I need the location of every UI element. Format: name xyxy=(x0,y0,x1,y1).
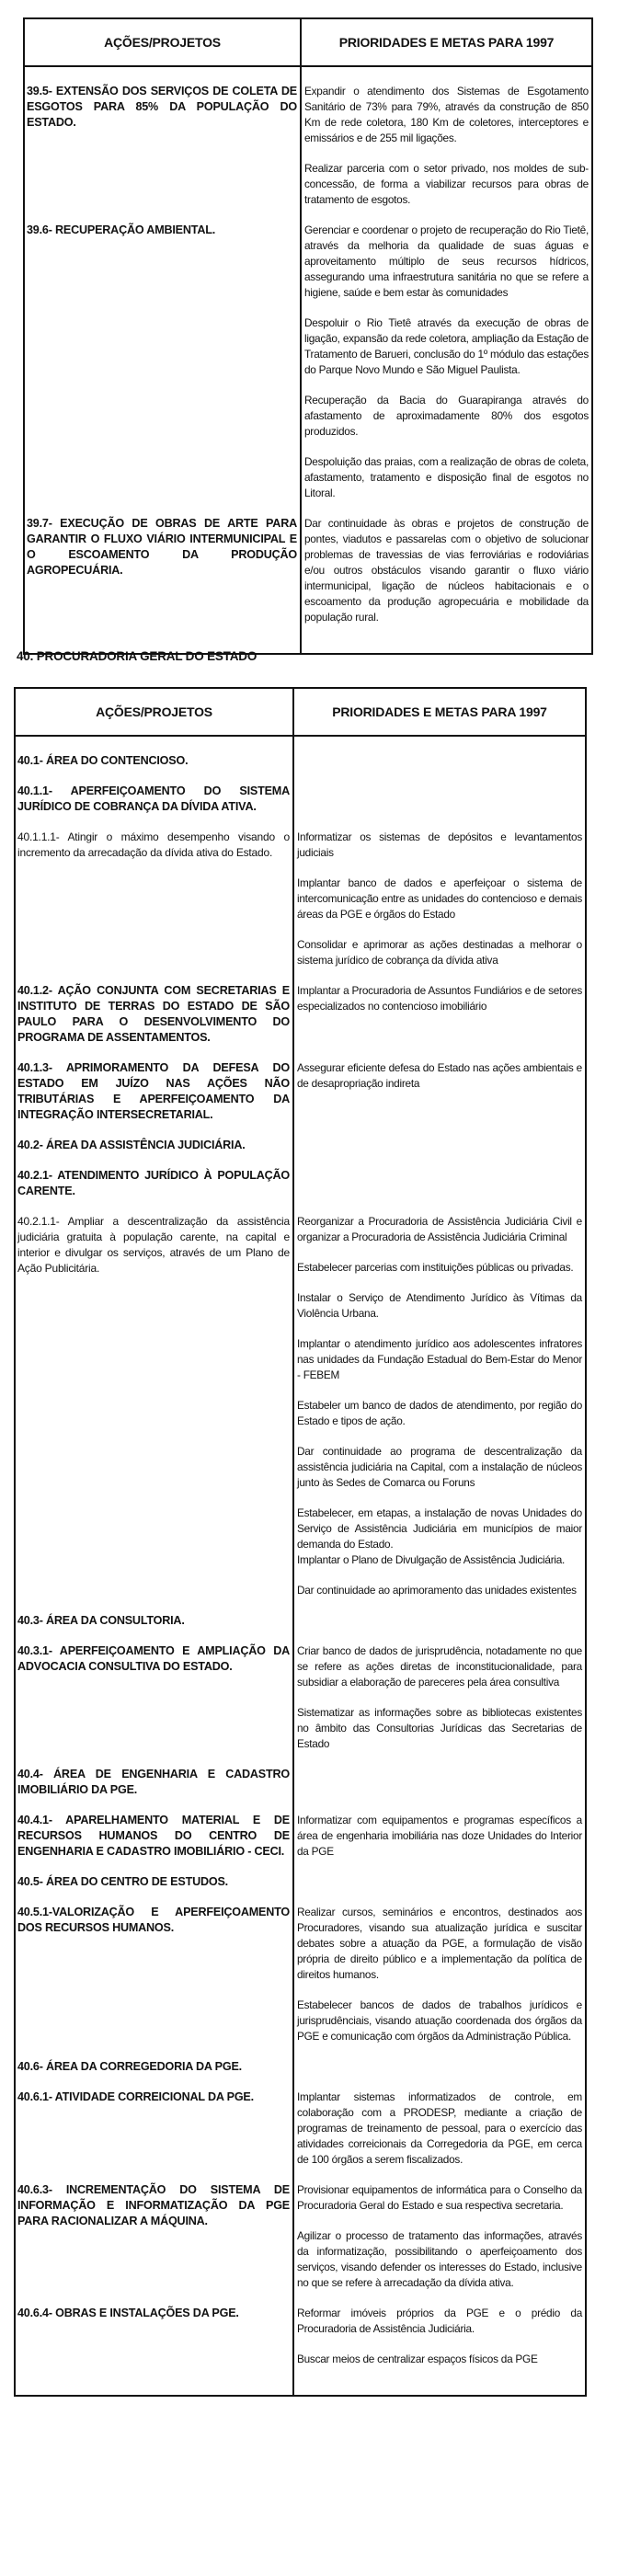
priority-cell xyxy=(292,1643,585,1767)
action-heading: 39.7- EXECUÇÃO DE OBRAS DE ARTE PARA GARANTIR O FLUXO VIÁRIO INTERMUNICIPAL E O ESCOAMENTO DA PRODUÇÃO AGROPECUÁRIA. xyxy=(27,517,297,577)
priority-cell xyxy=(292,1138,585,1214)
priority-cell xyxy=(292,830,585,983)
header-priorities-goals: PRIORIDADES E METAS PARA 1997 xyxy=(300,19,591,65)
priority-goal: Despoluição das praias, com a realização de obras de coleta, afastamento, tratamento e disposição final de esgotos no Litoral. xyxy=(304,455,589,499)
priority-cell xyxy=(292,983,585,1060)
priority-cell xyxy=(292,1813,585,1874)
action-cell xyxy=(25,516,300,640)
action-heading: 40.1- ÁREA DO CONTENCIOSO. xyxy=(17,754,189,767)
priority-cell xyxy=(292,1214,585,1613)
action-heading: 40.6.4- OBRAS E INSTALAÇÕES DA PGE. xyxy=(17,2307,239,2319)
priority-goal: Reorganizar a Procuradoria de Assistência Judiciária Civil e organizar a Procuradoria de Assistência Judiciária Criminal xyxy=(297,1215,582,1243)
table-row xyxy=(16,1643,585,1767)
action-cell xyxy=(25,67,300,223)
action-cell xyxy=(16,1905,292,2059)
action-cell xyxy=(16,1214,292,1613)
priority-goal: Informatizar os sistemas de depósitos e levantamentos judiciais xyxy=(297,830,582,859)
priority-goal: Implantar a Procuradoria de Assuntos Fundiários e de setores especializados no contencioso imobiliário xyxy=(297,984,582,1013)
priority-goal: Implantar sistemas informatizados de controle, em colaboração com a PRODESP, mediante a criação de programas de treinamento de pessoal, para o exercício das atividades correicionais da Corregedoria da PGE, em cerca de 100 órgãos a serem fiscalizados. xyxy=(297,2090,582,2166)
action-heading: 40.2- ÁREA DA ASSISTÊNCIA JUDICIÁRIA. xyxy=(17,1139,246,1151)
priority-cell xyxy=(292,2182,585,2306)
action-heading: 40.4.1- APARELHAMENTO MATERIAL E DE RECURSOS HUMANOS DO CENTRO DE ENGENHARIA E CADASTRO IMOBILIÁRIO - CECI. xyxy=(17,1814,290,1858)
table-row xyxy=(16,2059,585,2089)
action-heading: 40.2.1- ATENDIMENTO JURÍDICO À POPULAÇÃO CARENTE. xyxy=(17,1169,290,1197)
table-row xyxy=(25,67,591,223)
priority-goal: Buscar meios de centralizar espaços físicos da PGE xyxy=(297,2353,538,2365)
priority-goal: Criar banco de dados de jurisprudência, notadamente no que se refere as ações diretas de inconstitucionalidade, para subsidiar a elaboração de pareceres pela área consultiva xyxy=(297,1644,582,1689)
table-row xyxy=(16,2306,585,2382)
priority-goal: Realizar cursos, seminários e encontros, destinados aos Procuradores, visando sua atualização jurídica e suscitar debates sobre a atuação da PGE, a formulação de visão própria de direito público e a implementação da política de direitos humanos. xyxy=(297,1906,582,1981)
action-heading: 39.6- RECUPERAÇÃO AMBIENTAL. xyxy=(27,223,216,236)
action-cell xyxy=(16,1813,292,1874)
priority-cell xyxy=(292,1767,585,1813)
priority-goal: Gerenciar e coordenar o projeto de recuperação do Rio Tietê, através da melhoria da qualidade de suas águas e aproveitamento múltiplo de seus recursos hídricos, assegurando uma infraestrutura sanitária no que se refere a higiene, saúde e bem estar às comunidades xyxy=(304,223,589,299)
actions-table-39 xyxy=(23,17,593,655)
action-cell xyxy=(16,737,292,830)
header-priorities-goals: PRIORIDADES E METAS PARA 1997 xyxy=(292,689,585,735)
priority-cell xyxy=(300,516,591,640)
action-description: 40.2.1.1- Ampliar a descentralização da assistência judiciária gratuita à população carente, na capital e interior e divulgar os serviços, através de um Plano de Ação Publicitária. xyxy=(17,1215,290,1275)
action-cell xyxy=(16,2059,292,2089)
priority-cell xyxy=(292,1060,585,1138)
table-row xyxy=(16,1613,585,1643)
priority-cell xyxy=(292,1874,585,1905)
table-header xyxy=(16,689,585,737)
section-title: 40. PROCURADORIA GERAL DO ESTADO xyxy=(17,649,258,663)
priority-goal: Dar continuidade ao programa de descentralização da assistência judiciária na Capital, com a instalação de núcleos junto às Sedes de Comarca ou Foruns xyxy=(297,1445,582,1489)
spacer xyxy=(300,640,591,653)
priority-goal: Estabelecer parcerias com instituições públicas ou privadas. xyxy=(297,1261,574,1274)
action-heading: 40.4- ÁREA DE ENGENHARIA E CADASTRO IMOBILIÁRIO DA PGE. xyxy=(17,1768,290,1796)
action-cell xyxy=(16,1138,292,1214)
action-cell xyxy=(16,1613,292,1643)
action-cell xyxy=(16,1060,292,1138)
priority-cell xyxy=(292,2059,585,2089)
action-cell xyxy=(16,830,292,983)
priority-cell xyxy=(300,223,591,516)
spacer xyxy=(292,2382,585,2395)
priority-cell xyxy=(292,2306,585,2382)
action-cell xyxy=(16,983,292,1060)
priority-cell xyxy=(292,2089,585,2182)
table-row xyxy=(16,2089,585,2182)
action-heading: 40.6.3- INCREMENTAÇÃO DO SISTEMA DE INFORMAÇÃO E INFORMATIZAÇÃO DA PGE PARA RACIONALIZAR A MÁQUINA. xyxy=(17,2183,290,2227)
action-heading: 40.6- ÁREA DA CORREGEDORIA DA PGE. xyxy=(17,2060,242,2073)
priority-goal: Expandir o atendimento dos Sistemas de Esgotamento Sanitário de 73% para 79%, através da construção de 850 Km de rede coletora, 180 Km de coletores, interceptores e emissários e de 255 mil ligações. xyxy=(304,85,589,144)
action-cell xyxy=(16,2182,292,2306)
table-row xyxy=(16,830,585,983)
table-row xyxy=(16,1214,585,1613)
action-heading: 40.3.1- APERFEIÇOAMENTO E AMPLIAÇÃO DA ADVOCACIA CONSULTIVA DO ESTADO. xyxy=(17,1644,290,1673)
priority-cell xyxy=(300,67,591,223)
action-cell xyxy=(16,1767,292,1813)
action-heading: 40.1.3- APRIMORAMENTO DA DEFESA DO ESTADO EM JUÍZO NAS AÇÕES NÃO TRIBUTÁRIAS E APERFEIÇOAMENTO DA INTEGRAÇÃO INTERSECRETARIAL. xyxy=(17,1061,290,1121)
priority-goal: Estabelecer, em etapas, a instalação de novas Unidades do Serviço de Assistência Judiciária em municípios de maior demanda do Estado. xyxy=(297,1506,582,1551)
action-cell xyxy=(16,2306,292,2382)
priority-goal: Implantar o atendimento jurídico aos adolescentes infratores nas unidades da Fundação Estadual do Bem-Estar do Menor - FEBEM xyxy=(297,1337,582,1381)
action-heading: 40.1.2- AÇÃO CONJUNTA COM SECRETARIAS E INSTITUTO DE TERRAS DO ESTADO DE SÃO PAULO PARA O DESENVOLVIMENTO DO PROGRAMA DE ASSENTAMENTOS. xyxy=(17,984,290,1044)
table-header xyxy=(25,19,591,67)
table-row xyxy=(16,1767,585,1813)
table-row xyxy=(16,1905,585,2059)
spacer xyxy=(16,2382,292,2395)
priority-goal: Estabelecer bancos de dados de trabalhos jurídicos e jurisprudênciais, visando atuação coordenada dos órgãos da PGE e comunicação com órgãos da Administração Pública. xyxy=(297,1998,582,2043)
action-heading: 40.5- ÁREA DO CENTRO DE ESTUDOS. xyxy=(17,1875,228,1888)
priority-goal: Dar continuidade ao aprimoramento das unidades existentes xyxy=(297,1584,577,1597)
priority-goal: Sistematizar as informações sobre as bibliotecas existentes no âmbito das Consultorias Jurídicas das Secretarias de Estado xyxy=(297,1706,582,1750)
table-row xyxy=(16,1813,585,1874)
table-row xyxy=(25,516,591,640)
header-actions-projects: AÇÕES/PROJETOS xyxy=(104,35,221,50)
action-description: 40.1.1.1- Atingir o máximo desempenho visando o incremento da arrecadação da dívida ativa do Estado. xyxy=(17,830,290,859)
table-bottom-padding xyxy=(16,2382,585,2395)
priority-goal: Implantar o Plano de Divulgação de Assistência Judiciária. xyxy=(297,1553,566,1566)
priority-goal: Reformar imóveis próprios da PGE e o prédio da Procuradoria de Assistência Judiciária. xyxy=(297,2307,582,2335)
table-row xyxy=(16,1874,585,1905)
priority-goal: Assegurar eficiente defesa do Estado nas ações ambientais e de desapropriação indireta xyxy=(297,1061,582,1090)
priority-cell xyxy=(292,1613,585,1643)
header-actions-projects: AÇÕES/PROJETOS xyxy=(96,704,212,719)
table-row xyxy=(16,1060,585,1138)
action-cell xyxy=(16,2089,292,2182)
table-row xyxy=(16,2182,585,2306)
priority-goal: Recuperação da Bacia do Guarapiranga através do afastamento de aproximadamente 80% dos esgotos produzidos. xyxy=(304,394,589,438)
priority-goal: Instalar o Serviço de Atendimento Jurídico às Vítimas da Violência Urbana. xyxy=(297,1291,582,1320)
priority-cell xyxy=(292,737,585,830)
actions-table-40 xyxy=(14,687,587,2397)
priority-goal: Agilizar o processo de tratamento das informações, através da informatização, possibilitando o aperfeiçoamento dos serviços, visando defender os interesses do Estado, inclusive no que se refere à arrecadação da dívida ativa. xyxy=(297,2229,582,2289)
table-row xyxy=(16,737,585,830)
action-heading: 40.6.1- ATIVIDADE CORREICIONAL DA PGE. xyxy=(17,2090,254,2103)
priority-goal: Implantar banco de dados e aperfeiçoar o sistema de intercomunicação entre as unidades do contencioso e demais áreas da PGE e órgãos do Estado xyxy=(297,876,582,921)
priority-goal: Dar continuidade às obras e projetos de construção de pontes, viadutos e passarelas com o objetivo de solucionar problemas de travessias de vias ferroviárias e rodoviárias e/ou outros obstáculos visando garantir o fluxo viário intermunicipal, ligação de núcleos habitacionais e o escoamento da produção agropecuária e mobilidade da população rural. xyxy=(304,517,589,624)
action-cell xyxy=(25,223,300,516)
action-cell xyxy=(16,1643,292,1767)
priority-goal: Despoluir o Rio Tietê através da execução de obras de ligação, expansão da rede coletora, ampliação da Estação de Tratamento de Barueri, conclusão do 1º módulo das estações do Parque Novo Mundo e São Miguel Paulista. xyxy=(304,316,589,376)
table-row xyxy=(25,223,591,516)
priority-goal: Provisionar equipamentos de informática para o Conselho da Procuradoria Geral do Estado e sua respectiva secretaria. xyxy=(297,2183,582,2212)
priority-goal: Consolidar e aprimorar as ações destinadas a melhorar o sistema jurídico de cobrança da dívida ativa xyxy=(297,938,582,967)
action-heading: 39.5- EXTENSÃO DOS SERVIÇOS DE COLETA DE ESGOTOS PARA 85% DA POPULAÇÃO DO ESTADO. xyxy=(27,85,297,129)
action-heading: 40.1.1- APERFEIÇOAMENTO DO SISTEMA JURÍDICO DE COBRANÇA DA DÍVIDA ATIVA. xyxy=(17,784,290,813)
priority-goal: Informatizar com equipamentos e programas específicos a área de engenharia imobiliária nas doze Unidades do Interior da PGE xyxy=(297,1814,582,1858)
priority-goal: Realizar parceria com o setor privado, nos moldes de sub-concessão, de forma a viabilizar recursos para obras de tratamento de esgotos. xyxy=(304,162,589,206)
table-row xyxy=(16,983,585,1060)
action-heading: 40.5.1-VALORIZAÇÃO E APERFEIÇOAMENTO DOS RECURSOS HUMANOS. xyxy=(17,1906,290,1934)
table-row xyxy=(16,1138,585,1214)
action-cell xyxy=(16,1874,292,1905)
priority-cell xyxy=(292,1905,585,2059)
priority-goal: Estabeler um banco de dados de atendimento, por região do Estado e tipos de ação. xyxy=(297,1399,582,1427)
action-heading: 40.3- ÁREA DA CONSULTORIA. xyxy=(17,1614,185,1627)
